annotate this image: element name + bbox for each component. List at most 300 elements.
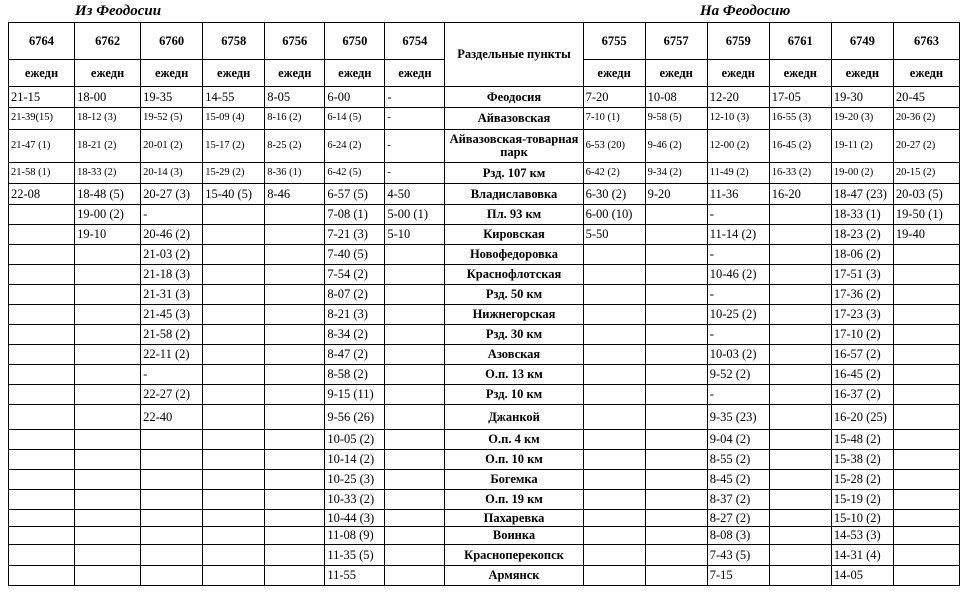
time-cell	[141, 450, 203, 470]
time-cell	[9, 205, 75, 225]
time-cell	[583, 470, 645, 490]
time-cell	[75, 245, 141, 265]
time-cell	[583, 325, 645, 345]
train-number: 6755	[583, 23, 645, 60]
table-row	[9, 490, 960, 510]
time-cell	[385, 285, 445, 305]
time-cell	[203, 545, 265, 566]
station-name: Пахаревка	[445, 510, 583, 527]
table-row	[9, 385, 960, 405]
time-cell: 15-19 (2)	[831, 490, 893, 510]
time-cell: -	[385, 130, 445, 163]
time-cell	[583, 305, 645, 325]
time-cell	[9, 225, 75, 245]
time-cell	[385, 365, 445, 385]
time-cell	[265, 305, 325, 325]
time-cell	[75, 325, 141, 345]
time-cell: 10-03 (2)	[707, 345, 769, 365]
station-name: Джанкой	[445, 405, 583, 430]
time-cell	[645, 430, 707, 450]
time-cell	[265, 365, 325, 385]
time-cell: 17-36 (2)	[831, 285, 893, 305]
time-cell: 19-00 (2)	[75, 205, 141, 225]
train-number: 6760	[141, 23, 203, 60]
time-cell: 7-40 (5)	[325, 245, 385, 265]
time-cell	[583, 385, 645, 405]
table-row	[9, 510, 960, 527]
time-cell: 20-14 (3)	[141, 163, 203, 184]
time-cell	[9, 490, 75, 510]
time-cell: 20-27 (2)	[893, 130, 959, 163]
time-cell	[75, 527, 141, 545]
time-cell	[769, 545, 831, 566]
time-cell	[769, 405, 831, 430]
time-cell	[203, 470, 265, 490]
time-cell: 7-10 (1)	[583, 108, 645, 130]
time-cell: 8-05	[265, 87, 325, 108]
time-cell	[385, 510, 445, 527]
time-cell	[645, 527, 707, 545]
time-cell	[893, 365, 959, 385]
train-number: 6754	[385, 23, 445, 60]
time-cell: 20-27 (3)	[141, 184, 203, 205]
time-cell: 9-46 (2)	[645, 130, 707, 163]
station-name: Рзд. 50 км	[445, 285, 583, 305]
time-cell: 21-47 (1)	[9, 130, 75, 163]
stations-header: Раздельные пункты	[445, 23, 583, 87]
station-name: О.п. 19 км	[445, 490, 583, 510]
time-cell: 6-53 (20)	[583, 130, 645, 163]
time-cell: -	[385, 87, 445, 108]
time-cell	[645, 285, 707, 305]
station-name: Нижнегорская	[445, 305, 583, 325]
time-cell	[385, 490, 445, 510]
time-cell: 15-29 (2)	[203, 163, 265, 184]
time-cell: 6-42 (2)	[583, 163, 645, 184]
time-cell	[265, 566, 325, 586]
time-cell: 8-16 (2)	[265, 108, 325, 130]
time-cell	[203, 510, 265, 527]
time-cell	[769, 265, 831, 285]
table-row	[9, 325, 960, 345]
time-cell: 20-15 (2)	[893, 163, 959, 184]
time-cell	[583, 545, 645, 566]
time-cell	[645, 545, 707, 566]
time-cell	[203, 265, 265, 285]
time-cell: 18-33 (1)	[831, 205, 893, 225]
time-cell	[265, 225, 325, 245]
time-cell: 15-10 (2)	[831, 510, 893, 527]
time-cell	[893, 470, 959, 490]
time-cell	[893, 325, 959, 345]
time-cell: 7-54 (2)	[325, 265, 385, 285]
time-cell: 11-49 (2)	[707, 163, 769, 184]
time-cell	[75, 385, 141, 405]
time-cell	[203, 245, 265, 265]
time-cell	[265, 265, 325, 285]
time-cell	[265, 385, 325, 405]
time-cell: 21-15	[9, 87, 75, 108]
time-cell	[769, 385, 831, 405]
station-name: Кировская	[445, 225, 583, 245]
train-frequency: ежедн	[265, 60, 325, 87]
time-cell	[769, 566, 831, 586]
time-cell	[645, 225, 707, 245]
train-frequency: ежедн	[75, 60, 141, 87]
time-cell: 8-55 (2)	[707, 450, 769, 470]
time-cell	[893, 265, 959, 285]
train-number: 6759	[707, 23, 769, 60]
time-cell	[583, 245, 645, 265]
time-cell	[769, 470, 831, 490]
time-cell	[583, 566, 645, 586]
time-cell: 20-45	[893, 87, 959, 108]
time-cell: 19-35	[141, 87, 203, 108]
time-cell	[385, 470, 445, 490]
time-cell	[203, 405, 265, 430]
time-cell	[583, 527, 645, 545]
time-cell: 18-06 (2)	[831, 245, 893, 265]
time-cell	[645, 345, 707, 365]
time-cell	[769, 245, 831, 265]
time-cell	[893, 245, 959, 265]
time-cell: 10-14 (2)	[325, 450, 385, 470]
time-cell	[265, 470, 325, 490]
time-cell	[385, 566, 445, 586]
time-cell	[9, 285, 75, 305]
time-cell: -	[707, 205, 769, 225]
time-cell	[265, 285, 325, 305]
time-cell	[203, 305, 265, 325]
time-cell: 11-08 (9)	[325, 527, 385, 545]
time-cell	[769, 510, 831, 527]
train-number: 6756	[265, 23, 325, 60]
time-cell	[769, 527, 831, 545]
time-cell: 9-04 (2)	[707, 430, 769, 450]
time-cell	[583, 265, 645, 285]
station-name: Айвазовская-товарная парк	[445, 130, 583, 163]
time-cell: 6-00	[325, 87, 385, 108]
station-name: Красноперекопск	[445, 545, 583, 566]
time-cell	[385, 385, 445, 405]
time-cell: 16-37 (2)	[831, 385, 893, 405]
time-cell	[141, 490, 203, 510]
station-name: О.п. 13 км	[445, 365, 583, 385]
time-cell	[893, 450, 959, 470]
time-cell: -	[141, 365, 203, 385]
time-cell: 9-20	[645, 184, 707, 205]
time-cell: 19-30	[831, 87, 893, 108]
time-cell: 22-11 (2)	[141, 345, 203, 365]
time-cell: 8-46	[265, 184, 325, 205]
time-cell: -	[385, 163, 445, 184]
time-cell: 22-08	[9, 184, 75, 205]
time-cell: 11-55	[325, 566, 385, 586]
time-cell: 5-10	[385, 225, 445, 245]
time-cell	[385, 265, 445, 285]
time-cell	[203, 527, 265, 545]
table-row	[9, 225, 960, 245]
time-cell	[583, 490, 645, 510]
time-cell: 21-39(15)	[9, 108, 75, 130]
time-cell	[141, 527, 203, 545]
train-frequency: ежедн	[203, 60, 265, 87]
time-cell	[385, 305, 445, 325]
time-cell	[385, 430, 445, 450]
time-cell	[9, 510, 75, 527]
train-number: 6749	[831, 23, 893, 60]
station-name: Айвазовская	[445, 108, 583, 130]
time-cell: 6-42 (5)	[325, 163, 385, 184]
time-cell	[9, 545, 75, 566]
time-cell	[265, 205, 325, 225]
train-frequency: ежедн	[325, 60, 385, 87]
time-cell: 8-36 (1)	[265, 163, 325, 184]
time-cell	[9, 566, 75, 586]
header-row-trains	[9, 23, 960, 60]
time-cell	[385, 245, 445, 265]
time-cell: 16-57 (2)	[831, 345, 893, 365]
time-cell	[9, 470, 75, 490]
time-cell	[203, 385, 265, 405]
time-cell: 10-25 (3)	[325, 470, 385, 490]
table-row	[9, 365, 960, 385]
time-cell	[769, 325, 831, 345]
time-cell	[265, 510, 325, 527]
time-cell	[769, 450, 831, 470]
table-row	[9, 265, 960, 285]
table-row	[9, 87, 960, 108]
time-cell	[385, 405, 445, 430]
time-cell	[265, 545, 325, 566]
train-frequency: ежедн	[831, 60, 893, 87]
train-frequency: ежедн	[583, 60, 645, 87]
time-cell: 7-20	[583, 87, 645, 108]
time-cell: 19-00 (2)	[831, 163, 893, 184]
time-cell	[203, 490, 265, 510]
station-name: Новофедоровка	[445, 245, 583, 265]
time-cell: 10-08	[645, 87, 707, 108]
time-cell	[583, 405, 645, 430]
time-cell: 11-35 (5)	[325, 545, 385, 566]
time-cell	[893, 527, 959, 545]
time-cell	[769, 305, 831, 325]
time-cell	[75, 510, 141, 527]
time-cell: 14-31 (4)	[831, 545, 893, 566]
time-cell	[75, 430, 141, 450]
time-cell: 22-40	[141, 405, 203, 430]
time-cell	[265, 405, 325, 430]
time-cell	[385, 527, 445, 545]
time-cell	[645, 405, 707, 430]
time-cell: 18-47 (23)	[831, 184, 893, 205]
time-cell: 8-07 (2)	[325, 285, 385, 305]
time-cell: 15-09 (4)	[203, 108, 265, 130]
train-number: 6761	[769, 23, 831, 60]
time-cell: 20-36 (2)	[893, 108, 959, 130]
station-name: Армянск	[445, 566, 583, 586]
time-cell: 9-35 (23)	[707, 405, 769, 430]
time-cell	[385, 450, 445, 470]
time-cell: 18-21 (2)	[75, 130, 141, 163]
time-cell: 20-01 (2)	[141, 130, 203, 163]
time-cell: 16-45 (2)	[831, 365, 893, 385]
station-name: Богемка	[445, 470, 583, 490]
time-cell	[645, 510, 707, 527]
time-cell: 9-34 (2)	[645, 163, 707, 184]
time-cell: 22-27 (2)	[141, 385, 203, 405]
time-cell	[385, 325, 445, 345]
time-cell: -	[707, 285, 769, 305]
time-cell: 19-11 (2)	[831, 130, 893, 163]
time-cell: 18-48 (5)	[75, 184, 141, 205]
time-cell	[75, 470, 141, 490]
time-cell: 6-14 (5)	[325, 108, 385, 130]
time-cell: 10-25 (2)	[707, 305, 769, 325]
time-cell: 7-21 (3)	[325, 225, 385, 245]
time-cell	[583, 365, 645, 385]
time-cell	[75, 566, 141, 586]
time-cell: 15-40 (5)	[203, 184, 265, 205]
time-cell	[265, 345, 325, 365]
time-cell: 6-24 (2)	[325, 130, 385, 163]
time-cell	[583, 510, 645, 527]
time-cell: 19-20 (3)	[831, 108, 893, 130]
time-cell: 21-45 (3)	[141, 305, 203, 325]
station-name: Феодосия	[445, 87, 583, 108]
time-cell	[583, 285, 645, 305]
time-cell: 8-34 (2)	[325, 325, 385, 345]
time-cell	[583, 430, 645, 450]
train-frequency: ежедн	[707, 60, 769, 87]
time-cell	[141, 566, 203, 586]
time-cell: 21-18 (3)	[141, 265, 203, 285]
time-cell	[265, 450, 325, 470]
time-cell: 15-38 (2)	[831, 450, 893, 470]
time-cell: 7-08 (1)	[325, 205, 385, 225]
time-cell	[893, 490, 959, 510]
station-name: О.п. 10 км	[445, 450, 583, 470]
time-cell: 16-55 (3)	[769, 108, 831, 130]
time-cell	[203, 225, 265, 245]
time-cell: 16-33 (2)	[769, 163, 831, 184]
time-cell: 15-28 (2)	[831, 470, 893, 490]
time-cell	[769, 430, 831, 450]
table-row	[9, 527, 960, 545]
table-row	[9, 405, 960, 430]
time-cell: 8-27 (2)	[707, 510, 769, 527]
time-cell	[769, 285, 831, 305]
station-name: Рзд. 107 км	[445, 163, 583, 184]
time-cell	[203, 345, 265, 365]
time-cell: 20-03 (5)	[893, 184, 959, 205]
table-row	[9, 545, 960, 566]
header-from-feodosia: Из Феодосии	[75, 3, 162, 19]
table-row	[9, 285, 960, 305]
train-frequency: ежедн	[385, 60, 445, 87]
time-cell	[9, 450, 75, 470]
table-row	[9, 108, 960, 130]
time-cell: -	[707, 325, 769, 345]
time-cell: 4-50	[385, 184, 445, 205]
time-cell	[9, 305, 75, 325]
time-cell: 17-23 (3)	[831, 305, 893, 325]
time-cell: 8-58 (2)	[325, 365, 385, 385]
table-row	[9, 305, 960, 325]
time-cell: 19-52 (5)	[141, 108, 203, 130]
time-cell	[893, 545, 959, 566]
time-cell: 10-05 (2)	[325, 430, 385, 450]
time-cell	[769, 345, 831, 365]
time-cell: 8-47 (2)	[325, 345, 385, 365]
time-cell: 16-20 (25)	[831, 405, 893, 430]
header-to-feodosia: На Феодосию	[700, 3, 791, 19]
time-cell: 7-43 (5)	[707, 545, 769, 566]
time-cell: 9-56 (26)	[325, 405, 385, 430]
train-number: 6758	[203, 23, 265, 60]
station-name: Рзд. 30 км	[445, 325, 583, 345]
time-cell: 14-53 (3)	[831, 527, 893, 545]
train-number: 6750	[325, 23, 385, 60]
time-cell: 8-37 (2)	[707, 490, 769, 510]
time-cell	[385, 545, 445, 566]
time-cell	[893, 430, 959, 450]
time-cell: 11-14 (2)	[707, 225, 769, 245]
time-cell: 9-52 (2)	[707, 365, 769, 385]
table-row	[9, 163, 960, 184]
time-cell: 14-55	[203, 87, 265, 108]
time-cell	[583, 345, 645, 365]
time-cell: 10-33 (2)	[325, 490, 385, 510]
train-frequency: ежедн	[769, 60, 831, 87]
time-cell	[645, 470, 707, 490]
time-cell: 19-50 (1)	[893, 205, 959, 225]
table-row	[9, 184, 960, 205]
time-cell	[9, 405, 75, 430]
time-cell	[645, 490, 707, 510]
time-cell	[203, 365, 265, 385]
time-cell: -	[707, 385, 769, 405]
table-row	[9, 130, 960, 163]
time-cell	[75, 545, 141, 566]
time-cell	[265, 490, 325, 510]
station-name: Пл. 93 км	[445, 205, 583, 225]
time-cell	[75, 285, 141, 305]
time-cell	[203, 450, 265, 470]
time-cell: 12-10 (3)	[707, 108, 769, 130]
time-cell	[645, 265, 707, 285]
time-cell	[645, 205, 707, 225]
time-cell	[9, 325, 75, 345]
table-row	[9, 430, 960, 450]
station-name: О.п. 4 км	[445, 430, 583, 450]
time-cell	[9, 265, 75, 285]
time-cell: 19-10	[75, 225, 141, 245]
time-cell	[141, 510, 203, 527]
time-cell: 12-00 (2)	[707, 130, 769, 163]
time-cell	[203, 325, 265, 345]
station-name: Рзд. 10 км	[445, 385, 583, 405]
time-cell	[75, 365, 141, 385]
time-cell: 10-44 (3)	[325, 510, 385, 527]
time-cell: 19-40	[893, 225, 959, 245]
time-cell: 8-08 (3)	[707, 527, 769, 545]
time-cell	[583, 450, 645, 470]
time-cell: -	[707, 245, 769, 265]
train-number: 6762	[75, 23, 141, 60]
time-cell	[265, 430, 325, 450]
time-cell: -	[141, 205, 203, 225]
